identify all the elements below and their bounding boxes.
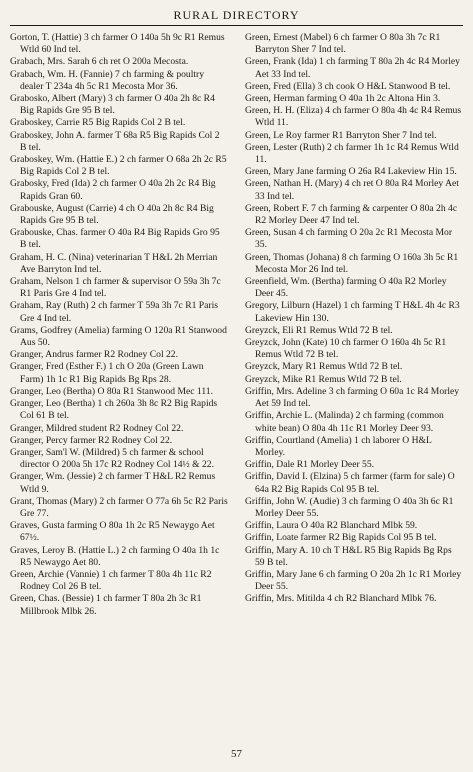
directory-entry: Green, H. H. (Eliza) 4 ch farmer O 80a 4h 4c R4 Remus Wtld 11.: [245, 105, 462, 129]
directory-entry: Grant, Thomas (Mary) 2 ch farmer O 77a 6h 5c R2 Paris Gre 77.: [10, 495, 228, 519]
directory-entry: Grams, Godfrey (Amelia) farming O 120a R1 Stanwood Aus 50.: [10, 324, 227, 349]
directory-entry: Granger, Mildred student R2 Rodney Col 22.: [10, 422, 184, 434]
directory-entry: Green, Nathan H. (Mary) 4 ch ret O 80a R4 Morley Aet 33 Ind tel.: [245, 178, 459, 202]
header-rule: [10, 25, 463, 26]
directory-entry: Graham, H. C. (Nina) veterinarian T H&L 2h Merrian Ave Barryton Ind tel.: [10, 251, 218, 275]
directory-entry: Gorton, T. (Hattie) 3 ch farmer O 140a 5h 9c R1 Remus Wtld 60 Ind tel.: [10, 32, 225, 56]
directory-entry: Griffin, Laura O 40a R2 Blanchard Mlbk 59.: [245, 520, 418, 532]
left-column: [10, 32, 228, 618]
directory-entry: Graham, Nelson 1 ch farmer & supervisor O 59a 3h 7c R1 Paris Gre 4 Ind tel.: [10, 276, 221, 300]
directory-entry: Graboskey, John A. farmer T 68a R5 Big Rapids Col 2 B tel.: [10, 129, 220, 153]
page-header: [10, 6, 463, 28]
directory-entry: Green, Archie (Vannie) 1 ch farmer T 80a 4h 11c R2 Rodney Col 26 B tel.: [10, 568, 212, 593]
directory-entry: Greenfield, Wm. (Bertha) farming O 40a R2 Morley Deer 45.: [245, 276, 447, 300]
directory-entry: Greyzck, Mike R1 Remus Wtld 72 B tel.: [245, 373, 402, 385]
directory-entry: Granger, Andrus farmer R2 Rodney Col 22.: [10, 349, 179, 361]
directory-entry: Green, Le Roy farmer R1 Barryton Sher 7 Ind tel.: [245, 129, 437, 141]
directory-entry: Green, Mary Jane farming O 26a R4 Lakeview Hin 15.: [245, 166, 457, 178]
directory-entry: Granger, Wm. (Jessie) 2 ch farmer T H&L R2 Remus Wtld 9.: [10, 471, 216, 495]
directory-entry: Grabosko, Albert (Mary) 3 ch farmer O 40a 2h 8c R4 Big Rapids Gre 95 B tel.: [10, 93, 215, 117]
page-title: RURAL DIRECTORY: [173, 8, 300, 22]
directory-entry: Granger, Fred (Esther F.) 1 ch O 20a (Green Lawn Farm) 1h 1c R1 Big Rapids Bg Rps 28.: [10, 361, 204, 385]
directory-entry: Grabach, Wm. H. (Fannie) 7 ch farming & poultry dealer T 234a 4h 5c R1 Mecosta Mor 36.: [10, 68, 205, 92]
directory-entry: Graboskey, Wm. (Hattie E.) 2 ch farmer O 68a 2h 2c R5 Big Rapids Col 2 B tel.: [10, 154, 227, 178]
page-number: 57: [231, 748, 242, 760]
directory-entry: Green, Susan 4 ch farming O 20a 2c R1 Mecosta Mor 35.: [245, 227, 453, 251]
directory-entry: Greyzck, Eli R1 Remus Wtld 72 B tel.: [245, 324, 393, 336]
directory-entry: Green, Fred (Ella) 3 ch cook O H&L Stanwood B tel.: [245, 80, 451, 92]
directory-entry: Graves, Gusta farming O 80a 1h 2c R5 Newaygo Aet 67½.: [10, 520, 215, 544]
directory-entry: Grabach, Mrs. Sarah 6 ch ret O 200a Mecosta.: [10, 56, 189, 68]
directory-entry: Green, Robert F. 7 ch farming & carpenter O 80a 2h 4c R2 Morley Deer 47 Ind tel.: [245, 202, 458, 227]
directory-entry: Green, Thomas (Johana) 8 ch farming O 160a 3h 5c R1 Mecosta Mor 26 Ind tel.: [245, 251, 459, 275]
directory-entry: Granger, Leo (Bertha) 1 ch 260a 3h 8c R2 Big Rapids Col 61 B tel.: [10, 398, 218, 422]
directory-entry: Granger, Percy farmer R2 Rodney Col 22.: [10, 434, 173, 446]
directory-entry: Greyzck, Mary R1 Remus Wtld 72 B tel.: [245, 361, 403, 373]
directory-entry: Green, Lester (Ruth) 2 ch farmer 1h 1c R4 Remus Wtld 11.: [245, 141, 459, 166]
right-column: [245, 32, 463, 618]
directory-entry: Green, Frank (Ida) 1 ch farming T 80a 2h 4c R4 Morley Aet 33 Ind tel.: [245, 56, 460, 80]
directory-entry: Griffin, Loate farmer R2 Big Rapids Col 95 B tel.: [245, 532, 437, 544]
directory-columns: [10, 32, 463, 618]
directory-entry: Granger, Sam'l W. (Mildred) 5 ch farmer & school director O 200a 5h 17c R2 Rodney Col 14½ & 22.: [10, 446, 214, 471]
directory-entry: Griffin, Mary Jane 6 ch farming O 20a 2h 1c R1 Morley Deer 55.: [245, 568, 462, 593]
directory-entry: Green, Chas. (Bessie) 1 ch farmer T 80a 2h 3c R1 Millbrook Mlbk 26.: [10, 593, 202, 617]
directory-entry: Greyzck, John (Kate) 10 ch farmer O 160a 4h 5c R1 Remus Wtld 72 B tel.: [245, 337, 447, 361]
directory-entry: Griffin, Archie L. (Malinda) 2 ch farming (common white bean) O 80a 4h 11c R1 Morley Deer 93.: [245, 410, 444, 434]
directory-entry: Graham, Ray (Ruth) 2 ch farmer T 59a 3h 7c R1 Paris Gre 4 Ind tel.: [10, 300, 218, 324]
directory-entry: Graves, Leroy B. (Hattie L.) 2 ch farming O 40a 1h 1c R5 Newaygo Aet 80.: [10, 544, 220, 568]
directory-entry: Griffin, John W. (Audie) 3 ch farming O 40a 3h 6c R1 Morley Deer 55.: [245, 495, 454, 519]
directory-entry: Grabouske, August (Carrie) 4 ch O 40a 2h 8c R4 Big Rapids Gre 95 B tel.: [10, 202, 214, 227]
directory-entry: Gregory, Lilburn (Hazel) 1 ch farming T H&L 4h 4c R3 Lakeview Hin 130.: [245, 300, 460, 324]
directory-entry: Grabouske, Chas. farmer O 40a R4 Big Rapids Gro 95 B tel.: [10, 227, 220, 251]
directory-entry: Griffin, Mary A. 10 ch T H&L R5 Big Rapids Bg Rps 59 B tel.: [245, 544, 452, 568]
directory-entry: Griffin, Mrs. Adeline 3 ch farming O 60a 1c R4 Morley Aet 59 Ind tel.: [245, 385, 460, 410]
directory-entry: Green, Ernest (Mabel) 6 ch farmer O 80a 3h 7c R1 Barryton Sher 7 Ind tel.: [245, 32, 441, 56]
directory-entry: Granger, Leo (Bertha) O 80a R1 Stanwood Mec 111.: [10, 385, 213, 397]
directory-entry: Grabosky, Fred (Ida) 2 ch farmer O 40a 2h 2c R4 Big Rapids Gran 60.: [10, 178, 216, 202]
directory-entry: Griffin, Mrs. Mitilda 4 ch R2 Blanchard Mlbk 76.: [245, 593, 437, 605]
directory-entry: Griffin, Dale R1 Morley Deer 55.: [245, 459, 375, 471]
directory-entry: Graboskey, Carrie R5 Big Rapids Col 2 B tel.: [10, 117, 186, 129]
directory-entry: Green, Herman farming O 40a 1h 2c Altona Hin 3.: [245, 93, 441, 105]
directory-entry: Griffin, David I. (Elzina) 5 ch farmer (farm for sale) O 64a R2 Big Rapids Col 95 B tel.: [245, 471, 455, 495]
directory-entry: Griffin, Courtland (Amelia) 1 ch laborer O H&L Morley.: [245, 434, 432, 458]
